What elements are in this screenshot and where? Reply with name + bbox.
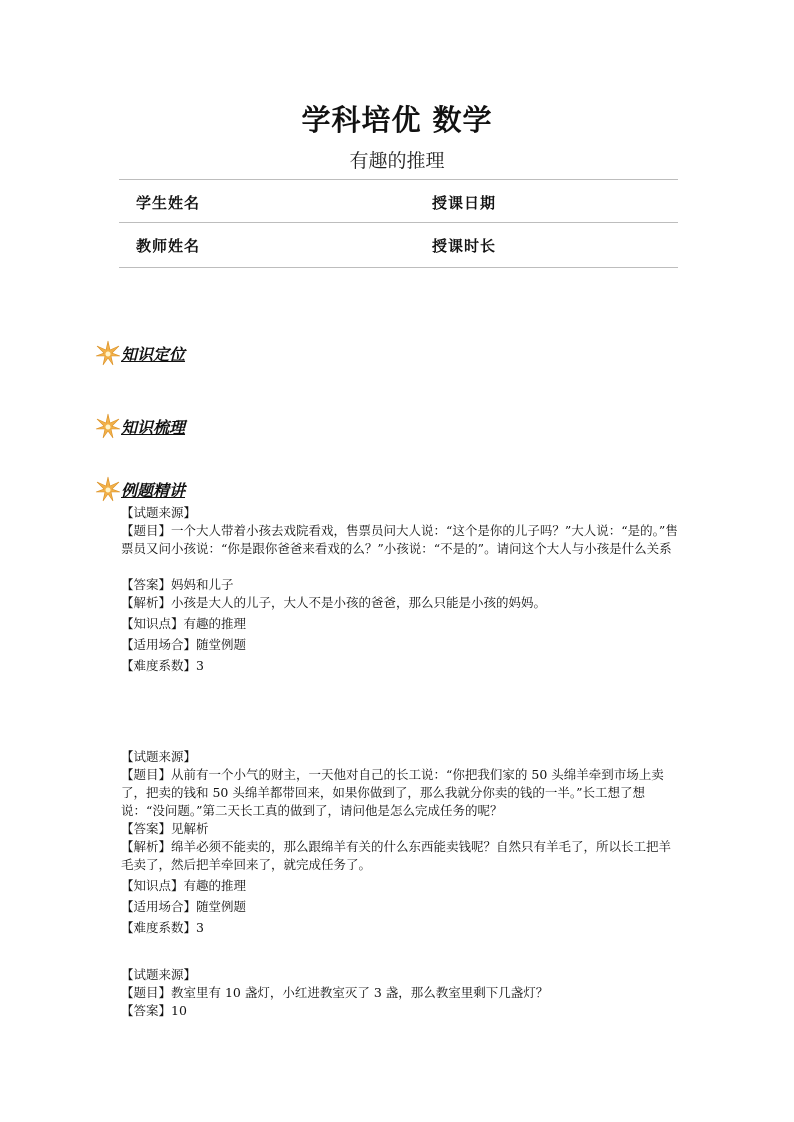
section-title: 知识梳理 (121, 418, 186, 437)
document-subtitle: 有趣的推理 (349, 150, 445, 172)
question-difficulty: 【难度系数】3 (121, 920, 204, 935)
document-title: 学科培优 数学 (301, 103, 493, 137)
question-answer: 【答案】10 (121, 1003, 187, 1018)
sparkle-icon (95, 340, 121, 366)
question-knowledge: 【知识点】有趣的推理 (121, 616, 247, 631)
info-table (119, 179, 678, 268)
question-scene: 【适用场合】随堂例题 (121, 637, 247, 652)
question-stem: 【题目】教室里有 10 盏灯，小红进教室灭了 3 盏，那么教室里剩下几盏灯？ (121, 985, 549, 1000)
question-scene: 【适用场合】随堂例题 (121, 899, 247, 914)
question-stem: 【题目】一个大人带着小孩去戏院看戏，售票员问大人说：“这个是你的儿子吗？”大人说：“是的。”售票员又问小孩说：“你是跟你爸爸来看戏的么？”小孩说：“不是的”。请问这个大人与小孩是什么关系 (121, 523, 678, 556)
question-1 (121, 504, 683, 675)
question-answer: 【答案】见解析 (121, 821, 209, 836)
question-2 (121, 748, 683, 937)
sparkle-icon (95, 413, 121, 439)
duration-label: 授课时长 (432, 237, 497, 255)
question-analysis: 【解析】绵羊必须不能卖的，那么跟绵羊有关的什么东西能卖钱呢？自然只有羊毛了，所以长工把羊毛卖了，然后把羊牵回来了，就完成任务了。 (121, 839, 672, 872)
question-analysis: 【解析】小孩是大人的儿子，大人不是小孩的爸爸，那么只能是小孩的妈妈。 (121, 595, 547, 610)
question-source: 【试题来源】 (121, 967, 197, 982)
info-row-2 (119, 222, 678, 268)
question-source: 【试题来源】 (121, 749, 197, 764)
question-source: 【试题来源】 (121, 505, 197, 520)
question-knowledge: 【知识点】有趣的推理 (121, 878, 247, 893)
section-title: 知识定位 (121, 345, 186, 364)
sparkle-icon (95, 476, 121, 502)
question-3 (121, 966, 683, 1020)
info-row-1 (119, 179, 678, 222)
teacher-name-label: 教师姓名 (136, 237, 201, 255)
date-label: 授课日期 (432, 194, 497, 212)
section-title: 例题精讲 (121, 481, 186, 500)
question-answer: 【答案】妈妈和儿子 (121, 577, 234, 592)
student-name-label: 学生姓名 (136, 194, 201, 212)
question-difficulty: 【难度系数】3 (121, 658, 204, 673)
question-stem: 【题目】从前有一个小气的财主，一天他对自己的长工说：“你把我们家的 50 头绵羊牵到市场上卖了，把卖的钱和 50 头绵羊都带回来，如果你做到了，那么我就分你卖的钱的一半。”长工想了想说：“没问题。”第二天长工真的做到了，请问他是怎么完成任务的呢？ (121, 767, 664, 818)
